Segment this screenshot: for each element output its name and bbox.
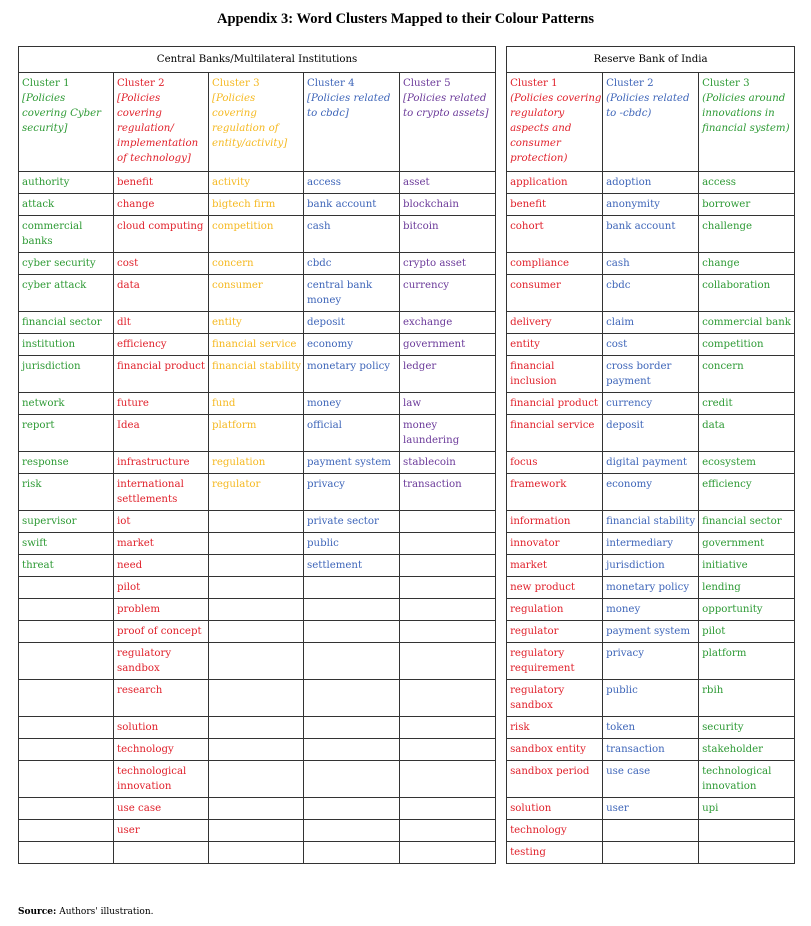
group-gap: [496, 680, 507, 717]
cluster-word: international settlements: [114, 474, 209, 511]
group-gap: [496, 393, 507, 415]
table-row: [19, 474, 795, 511]
cluster-word: financial service: [507, 415, 603, 452]
group-gap: [496, 577, 507, 599]
cluster-word: opportunity: [699, 599, 795, 621]
cluster-word: [209, 577, 304, 599]
cluster-word: cost: [603, 334, 699, 356]
table-row: [19, 577, 795, 599]
cluster-word: user: [114, 820, 209, 842]
cluster-word: delivery: [507, 312, 603, 334]
cluster-word: collaboration: [699, 275, 795, 312]
cluster-word: technology: [507, 820, 603, 842]
cluster-word: currency: [603, 393, 699, 415]
cluster-word: crypto asset: [400, 253, 496, 275]
cluster-word: regulator: [209, 474, 304, 511]
cluster-word: payment system: [603, 621, 699, 643]
cluster-word: [304, 820, 400, 842]
table-row: [19, 599, 795, 621]
cluster-word: money laundering: [400, 415, 496, 452]
table-row: [19, 216, 795, 253]
cluster-word: platform: [209, 415, 304, 452]
group-gap: [496, 172, 507, 194]
cluster-header-rbi-1: [507, 73, 603, 172]
cluster-word: data: [699, 415, 795, 452]
group-gap: [496, 798, 507, 820]
cluster-name: Cluster 3: [702, 78, 750, 89]
cluster-word: pilot: [114, 577, 209, 599]
group-gap: [496, 820, 507, 842]
table-row: [19, 275, 795, 312]
cluster-word: [304, 643, 400, 680]
cluster-word: attack: [19, 194, 114, 216]
cluster-word: [304, 761, 400, 798]
group-header-rbi: Reserve Bank of India: [507, 47, 795, 73]
table-row: [19, 312, 795, 334]
group-gap: [496, 253, 507, 275]
source-note: [18, 907, 154, 917]
cluster-word: competition: [209, 216, 304, 253]
cluster-word: bank account: [304, 194, 400, 216]
cluster-word: upi: [699, 798, 795, 820]
cluster-word: bank account: [603, 216, 699, 253]
table-row: [19, 172, 795, 194]
table-row: [19, 761, 795, 798]
cluster-word: intermediary: [603, 533, 699, 555]
cluster-word: concern: [699, 356, 795, 393]
cluster-word: law: [400, 393, 496, 415]
cluster-word: monetary policy: [603, 577, 699, 599]
cluster-word: jurisdiction: [19, 356, 114, 393]
cluster-word: [19, 820, 114, 842]
cluster-name: Cluster 5: [403, 78, 451, 89]
cluster-word: [19, 621, 114, 643]
cluster-word: change: [699, 253, 795, 275]
cluster-word: financial product: [507, 393, 603, 415]
cluster-word: user: [603, 798, 699, 820]
cluster-word: regulation: [209, 452, 304, 474]
cluster-word: response: [19, 452, 114, 474]
cluster-word: [304, 842, 400, 864]
cluster-word: [304, 577, 400, 599]
cluster-word: [114, 842, 209, 864]
cluster-word: currency: [400, 275, 496, 312]
cluster-word: economy: [603, 474, 699, 511]
cluster-word: [603, 842, 699, 864]
cluster-word: cross border payment: [603, 356, 699, 393]
cluster-word: [400, 798, 496, 820]
cluster-word: use case: [114, 798, 209, 820]
cluster-word: iot: [114, 511, 209, 533]
cluster-word: activity: [209, 172, 304, 194]
table-row: [19, 356, 795, 393]
cluster-word: [209, 555, 304, 577]
cluster-word: supervisor: [19, 511, 114, 533]
cluster-description: [Policies related to cbdc]: [307, 93, 391, 119]
cluster-word: cash: [304, 216, 400, 253]
cluster-word: technology: [114, 739, 209, 761]
cluster-word: [400, 643, 496, 680]
cluster-word: [19, 798, 114, 820]
cluster-word: financial stability: [603, 511, 699, 533]
group-gap: [496, 334, 507, 356]
cluster-word: public: [304, 533, 400, 555]
group-gap: [496, 194, 507, 216]
cluster-word: cyber security: [19, 253, 114, 275]
group-gap: [496, 717, 507, 739]
table-row: [19, 739, 795, 761]
cluster-word: ecosystem: [699, 452, 795, 474]
cluster-word: [400, 820, 496, 842]
cluster-word: compliance: [507, 253, 603, 275]
source-text: Authors' illustration.: [59, 907, 154, 917]
cluster-header-cb-2: [114, 73, 209, 172]
cluster-word: cloud computing: [114, 216, 209, 253]
cluster-word: anonymity: [603, 194, 699, 216]
table-row: [19, 680, 795, 717]
cluster-word: technological innovation: [114, 761, 209, 798]
group-gap: [496, 312, 507, 334]
cluster-description: (Policies covering regulatory aspects and consumer protection): [510, 93, 602, 164]
cluster-word: [304, 621, 400, 643]
cluster-table-wrapper: [18, 46, 795, 864]
cluster-word: [209, 533, 304, 555]
cluster-word: rbih: [699, 680, 795, 717]
cluster-word: sandbox period: [507, 761, 603, 798]
cluster-word: [304, 680, 400, 717]
cluster-word: [400, 739, 496, 761]
cluster-word: claim: [603, 312, 699, 334]
group-gap: [496, 643, 507, 680]
cluster-word: solution: [114, 717, 209, 739]
cluster-description: (Policies related to -cbdc): [606, 93, 690, 119]
table-row: [19, 393, 795, 415]
cluster-word: [209, 621, 304, 643]
cluster-description: (Policies around innovations in financial system): [702, 93, 790, 134]
cluster-word: risk: [507, 717, 603, 739]
cluster-word: exchange: [400, 312, 496, 334]
cluster-word: [19, 599, 114, 621]
cluster-word: [19, 680, 114, 717]
cluster-word: future: [114, 393, 209, 415]
source-label: Source:: [18, 907, 57, 917]
cluster-word: concern: [209, 253, 304, 275]
cluster-word: jurisdiction: [603, 555, 699, 577]
cluster-word: efficiency: [699, 474, 795, 511]
cluster-word: economy: [304, 334, 400, 356]
group-gap: [496, 555, 507, 577]
cluster-word: deposit: [603, 415, 699, 452]
cluster-header-cb-3: [209, 73, 304, 172]
cluster-word: application: [507, 172, 603, 194]
table-row: [19, 415, 795, 452]
cluster-word: money: [603, 599, 699, 621]
table-row: [19, 820, 795, 842]
table-row: [19, 717, 795, 739]
cluster-word: ledger: [400, 356, 496, 393]
cluster-word: transaction: [400, 474, 496, 511]
cluster-word: [209, 842, 304, 864]
cluster-word: institution: [19, 334, 114, 356]
cluster-word: focus: [507, 452, 603, 474]
cluster-word: innovator: [507, 533, 603, 555]
group-gap: [496, 452, 507, 474]
cluster-word: [209, 798, 304, 820]
cluster-word: [400, 842, 496, 864]
cluster-word: network: [19, 393, 114, 415]
cluster-word: [699, 820, 795, 842]
table-row: [19, 798, 795, 820]
cluster-header-rbi-3: [699, 73, 795, 172]
cluster-word: entity: [209, 312, 304, 334]
cluster-word: efficiency: [114, 334, 209, 356]
cluster-word: settlement: [304, 555, 400, 577]
cluster-word: benefit: [114, 172, 209, 194]
cluster-word: [19, 717, 114, 739]
group-gap: [496, 275, 507, 312]
cluster-word: swift: [19, 533, 114, 555]
cluster-word: sandbox entity: [507, 739, 603, 761]
cluster-name: Cluster 1: [22, 78, 70, 89]
cluster-word: cbdc: [304, 253, 400, 275]
cluster-word: [699, 842, 795, 864]
cluster-word: [19, 643, 114, 680]
cluster-word: transaction: [603, 739, 699, 761]
cluster-word: [400, 599, 496, 621]
cluster-word: authority: [19, 172, 114, 194]
cluster-description: [Policies covering regulation/ implementation of technology]: [117, 93, 199, 164]
cluster-word: dlt: [114, 312, 209, 334]
cluster-word: bigtech firm: [209, 194, 304, 216]
cluster-word: cash: [603, 253, 699, 275]
cluster-word: regulatory sandbox: [114, 643, 209, 680]
cluster-word: [19, 577, 114, 599]
cluster-description: [Policies covering Cyber security]: [22, 93, 102, 134]
cluster-word: regulator: [507, 621, 603, 643]
table-row: [19, 621, 795, 643]
cluster-word: Idea: [114, 415, 209, 452]
cluster-word: regulation: [507, 599, 603, 621]
cluster-word: information: [507, 511, 603, 533]
cluster-word: [209, 643, 304, 680]
cluster-word: benefit: [507, 194, 603, 216]
cluster-word: private sector: [304, 511, 400, 533]
cluster-word: use case: [603, 761, 699, 798]
cluster-word: credit: [699, 393, 795, 415]
cluster-word: financial inclusion: [507, 356, 603, 393]
group-gap: [496, 511, 507, 533]
cluster-word: [19, 842, 114, 864]
cluster-word: official: [304, 415, 400, 452]
table-row: [19, 643, 795, 680]
cluster-word: cost: [114, 253, 209, 275]
cluster-word: [304, 798, 400, 820]
cluster-word: pilot: [699, 621, 795, 643]
cluster-word: change: [114, 194, 209, 216]
cluster-word: cohort: [507, 216, 603, 253]
cluster-word: cbdc: [603, 275, 699, 312]
cluster-word: report: [19, 415, 114, 452]
table-row: [19, 452, 795, 474]
table-row: [19, 253, 795, 275]
cluster-word: money: [304, 393, 400, 415]
cluster-word: financial stability: [209, 356, 304, 393]
cluster-word: central bank money: [304, 275, 400, 312]
cluster-word: privacy: [304, 474, 400, 511]
word-cluster-table: [18, 46, 795, 864]
cluster-header-cb-5: [400, 73, 496, 172]
cluster-word: financial sector: [699, 511, 795, 533]
cluster-word: [400, 555, 496, 577]
cluster-word: problem: [114, 599, 209, 621]
cluster-word: fund: [209, 393, 304, 415]
cluster-word: stakeholder: [699, 739, 795, 761]
cluster-word: [603, 820, 699, 842]
cluster-description: [Policies related to crypto assets]: [403, 93, 489, 119]
cluster-word: cyber attack: [19, 275, 114, 312]
cluster-word: deposit: [304, 312, 400, 334]
cluster-word: privacy: [603, 643, 699, 680]
cluster-name: Cluster 2: [606, 78, 654, 89]
cluster-word: challenge: [699, 216, 795, 253]
cluster-word: [209, 761, 304, 798]
cluster-word: adoption: [603, 172, 699, 194]
cluster-word: entity: [507, 334, 603, 356]
cluster-word: borrower: [699, 194, 795, 216]
group-gap: [496, 474, 507, 511]
cluster-word: [209, 511, 304, 533]
cluster-word: access: [304, 172, 400, 194]
cluster-word: research: [114, 680, 209, 717]
cluster-word: financial service: [209, 334, 304, 356]
cluster-word: initiative: [699, 555, 795, 577]
cluster-word: market: [507, 555, 603, 577]
cluster-word: payment system: [304, 452, 400, 474]
table-row: [19, 555, 795, 577]
cluster-word: need: [114, 555, 209, 577]
cluster-word: consumer: [507, 275, 603, 312]
cluster-word: [209, 820, 304, 842]
cluster-word: [19, 761, 114, 798]
group-gap: [496, 415, 507, 452]
cluster-name: Cluster 2: [117, 78, 165, 89]
cluster-word: security: [699, 717, 795, 739]
group-gap: [496, 621, 507, 643]
cluster-word: new product: [507, 577, 603, 599]
cluster-word: stablecoin: [400, 452, 496, 474]
cluster-word: commercial banks: [19, 216, 114, 253]
cluster-word: [209, 717, 304, 739]
cluster-word: framework: [507, 474, 603, 511]
cluster-word: proof of concept: [114, 621, 209, 643]
cluster-word: [400, 717, 496, 739]
cluster-word: access: [699, 172, 795, 194]
cluster-word: infrastructure: [114, 452, 209, 474]
cluster-header-cb-4: [304, 73, 400, 172]
cluster-name: Cluster 3: [212, 78, 260, 89]
cluster-name: Cluster 1: [510, 78, 558, 89]
cluster-word: market: [114, 533, 209, 555]
cluster-header-rbi-2: [603, 73, 699, 172]
cluster-word: [209, 599, 304, 621]
cluster-word: [400, 533, 496, 555]
cluster-word: monetary policy: [304, 356, 400, 393]
cluster-word: [209, 680, 304, 717]
cluster-word: blockchain: [400, 194, 496, 216]
cluster-word: bitcoin: [400, 216, 496, 253]
cluster-word: consumer: [209, 275, 304, 312]
table-row: [19, 194, 795, 216]
cluster-word: public: [603, 680, 699, 717]
group-gap: [496, 356, 507, 393]
cluster-word: government: [699, 533, 795, 555]
table-row: [19, 842, 795, 864]
page-title: Appendix 3: Word Clusters Mapped to their Colour Patterns: [216, 11, 594, 27]
cluster-word: [304, 739, 400, 761]
cluster-name: Cluster 4: [307, 78, 355, 89]
cluster-word: competition: [699, 334, 795, 356]
cluster-word: [400, 511, 496, 533]
cluster-word: commercial bank: [699, 312, 795, 334]
cluster-word: [400, 680, 496, 717]
cluster-word: solution: [507, 798, 603, 820]
cluster-word: digital payment: [603, 452, 699, 474]
cluster-word: [400, 621, 496, 643]
cluster-word: [209, 739, 304, 761]
cluster-word: risk: [19, 474, 114, 511]
group-gap: [496, 842, 507, 864]
cluster-word: data: [114, 275, 209, 312]
cluster-word: financial product: [114, 356, 209, 393]
table-row: [19, 334, 795, 356]
group-gap: [496, 739, 507, 761]
group-header-central-banks: Central Banks/Multilateral Institutions: [19, 47, 496, 73]
cluster-header-cb-1: [19, 73, 114, 172]
cluster-word: token: [603, 717, 699, 739]
cluster-word: asset: [400, 172, 496, 194]
group-gap: [496, 533, 507, 555]
cluster-word: testing: [507, 842, 603, 864]
cluster-word: regulatory requirement: [507, 643, 603, 680]
cluster-word: financial sector: [19, 312, 114, 334]
cluster-word: [400, 761, 496, 798]
cluster-word: lending: [699, 577, 795, 599]
cluster-word: [304, 717, 400, 739]
cluster-word: threat: [19, 555, 114, 577]
cluster-word: government: [400, 334, 496, 356]
cluster-word: [304, 599, 400, 621]
cluster-word: [19, 739, 114, 761]
cluster-description: [Policies covering regulation of entity/activity]: [212, 93, 288, 149]
table-row: [19, 511, 795, 533]
cluster-word: [400, 577, 496, 599]
table-row: [19, 533, 795, 555]
group-gap: [496, 599, 507, 621]
cluster-word: technological innovation: [699, 761, 795, 798]
cluster-word: regulatory sandbox: [507, 680, 603, 717]
group-gap: [496, 761, 507, 798]
group-gap: [496, 47, 507, 172]
group-gap: [496, 216, 507, 253]
cluster-word: platform: [699, 643, 795, 680]
